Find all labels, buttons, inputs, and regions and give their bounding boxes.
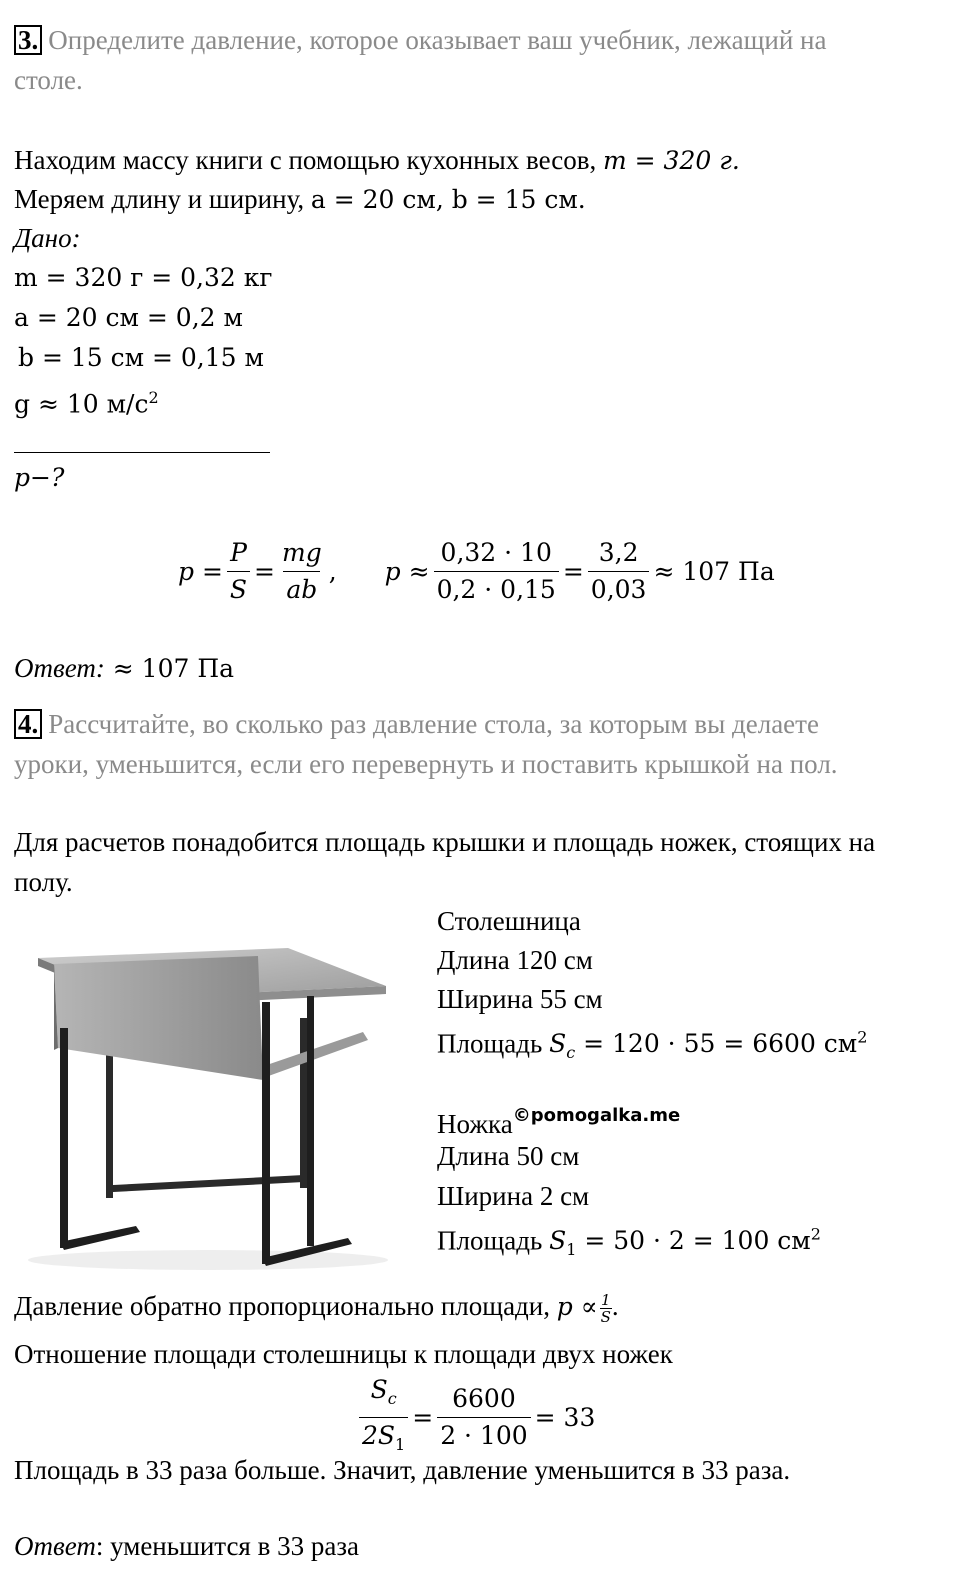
- area-symbol: S: [549, 1226, 567, 1256]
- frac-num: [368, 1372, 400, 1417]
- task3-given-g-exp: 2: [148, 388, 159, 407]
- area-subscript: 1: [566, 1240, 577, 1260]
- frac-den: S: [600, 1308, 611, 1327]
- tabletop-area-label: Площадь: [437, 1028, 550, 1059]
- frac-num: 0,32 · 10: [440, 538, 552, 567]
- task4-intro-line1: Для расчетов понадобится площадь крышки и площадь ножек, стоящих на: [14, 827, 876, 857]
- school-desk-image: [18, 908, 418, 1276]
- tabletop-area: [437, 1022, 867, 1069]
- ratio-fraction-numeric: [437, 1381, 530, 1454]
- task3-mass-value: m = 320 г.: [603, 146, 740, 175]
- formula-comma: ,: [328, 557, 337, 586]
- formula-fraction-numeric: [434, 535, 559, 608]
- task3-question-line1: Определите давление, которое оказывает ваш учебник, лежащий на: [48, 25, 827, 55]
- task3-answer: [14, 652, 234, 685]
- formula-fraction-p-s: [227, 535, 250, 608]
- frac-den: S: [227, 571, 250, 608]
- formula-result: ≈ 107 Па: [653, 557, 775, 586]
- task3-mass-line: [14, 144, 740, 177]
- ratio-text: Отношение площади столешницы к площади двух ножек: [14, 1339, 673, 1369]
- leg-title-line: [437, 1100, 680, 1140]
- formula-fraction-simplified: [588, 535, 650, 608]
- task3-given-g: [14, 382, 159, 420]
- task4-question: [14, 708, 819, 740]
- frac-den: 0,03: [588, 571, 650, 608]
- task4-question-line2: уроки, уменьшится, если его перевернуть и поставить крышкой на пол.: [14, 749, 838, 779]
- task3-question-line2: столе.: [14, 65, 83, 95]
- frac-num: mg: [282, 538, 322, 567]
- sym-sub: 1: [395, 1435, 406, 1454]
- formula-eq: =: [254, 557, 275, 586]
- ratio-result: = 33: [534, 1403, 596, 1432]
- proportion-math: p ∝: [556, 1292, 598, 1321]
- task3-dims-line: [14, 183, 586, 216]
- leg-area-label: Площадь: [437, 1225, 550, 1256]
- tabletop-width: Ширина 55 см: [437, 984, 603, 1014]
- task4-number: 4.: [14, 709, 42, 739]
- leg-width: Ширина 2 см: [437, 1181, 590, 1211]
- area-value: = 120 · 55 = 6600 см: [583, 1029, 858, 1059]
- sym: 2S: [362, 1421, 396, 1450]
- task4-intro-line2: полу.: [14, 867, 73, 897]
- leg-length: Длина 50 см: [437, 1141, 580, 1171]
- task3-mass-text: Находим массу книги с помощью кухонных весов,: [14, 145, 603, 175]
- proportion-text: Давление обратно пропорционально площади,: [14, 1291, 557, 1321]
- watermark: ©pomogalka.me: [512, 1105, 681, 1126]
- task3-given-length: a = 20 см = 0,2 м: [14, 303, 243, 332]
- task3-number: 3.: [14, 25, 42, 55]
- task4-answer-value: : уменьшится в 33 раза: [95, 1531, 359, 1561]
- tabletop-title: Столешница: [437, 906, 581, 936]
- area-exp: 2: [857, 1028, 868, 1047]
- frac-num: 3,2: [598, 538, 639, 567]
- ratio-eq: =: [412, 1403, 434, 1432]
- tabletop-area-math: [549, 1028, 868, 1063]
- frac-den: 0,2 · 0,15: [434, 571, 559, 608]
- task3-dims-value: a = 20 см, b = 15 см.: [310, 185, 586, 214]
- task3-answer-value: ≈ 107 Па: [104, 654, 235, 683]
- ratio-fraction-symbolic: [359, 1372, 408, 1463]
- frac-den: ab: [283, 571, 320, 608]
- task4-answer: [14, 1530, 359, 1562]
- frac-num: 1: [600, 1291, 611, 1310]
- task3-given-width: b = 15 см = 0,15 м: [18, 343, 264, 372]
- area-value: = 50 · 2 = 100 см: [584, 1226, 811, 1256]
- task4-question-line1: Рассчитайте, во сколько раз давление стола, за которым вы делаете: [48, 709, 819, 739]
- formula-fraction-mg-ab: [279, 535, 325, 608]
- proportion-fraction: [600, 1292, 612, 1325]
- area-symbol: S: [549, 1029, 567, 1059]
- task4-conclusion: Площадь в 33 раза больше. Значит, давление уменьшится в 33 раза.: [14, 1455, 791, 1485]
- task3-given-label: Дано:: [14, 223, 81, 253]
- sym: S: [370, 1375, 388, 1404]
- task3-formula: [178, 535, 775, 608]
- leg-area: [437, 1219, 821, 1266]
- task3-given-mass: m = 320 г = 0,32 кг: [14, 263, 273, 292]
- sym-sub: c: [387, 1389, 397, 1408]
- formula-eq2: =: [562, 557, 584, 586]
- ratio-formula: [355, 1372, 595, 1463]
- frac-num: P: [230, 538, 247, 567]
- formula-lhs: p =: [178, 557, 223, 586]
- formula-lhs2: p ≈: [384, 557, 430, 586]
- task3-question: [14, 24, 826, 56]
- task4-answer-label: Ответ: [14, 1531, 96, 1561]
- task3-dims-text: Меряем длину и ширину,: [14, 184, 311, 214]
- tabletop-length: Длина 120 см: [437, 945, 593, 975]
- proportion-line: Давление обратно пропорционально площади, p ∝ $\frac{1}{S}$ .: [14, 1291, 619, 1327]
- leg-title: Ножка: [437, 1109, 513, 1139]
- task3-answer-label: Ответ:: [14, 653, 105, 683]
- area-subscript: c: [566, 1043, 576, 1063]
- frac-den: 2 · 100: [437, 1417, 530, 1454]
- frac-num: 6600: [452, 1384, 516, 1413]
- leg-area-math: [549, 1225, 821, 1260]
- task3-find: p−?: [14, 463, 65, 492]
- given-divider: [14, 452, 270, 453]
- area-exp: 2: [810, 1225, 821, 1244]
- task3-given-g-text: g ≈ 10 м/с: [14, 389, 149, 419]
